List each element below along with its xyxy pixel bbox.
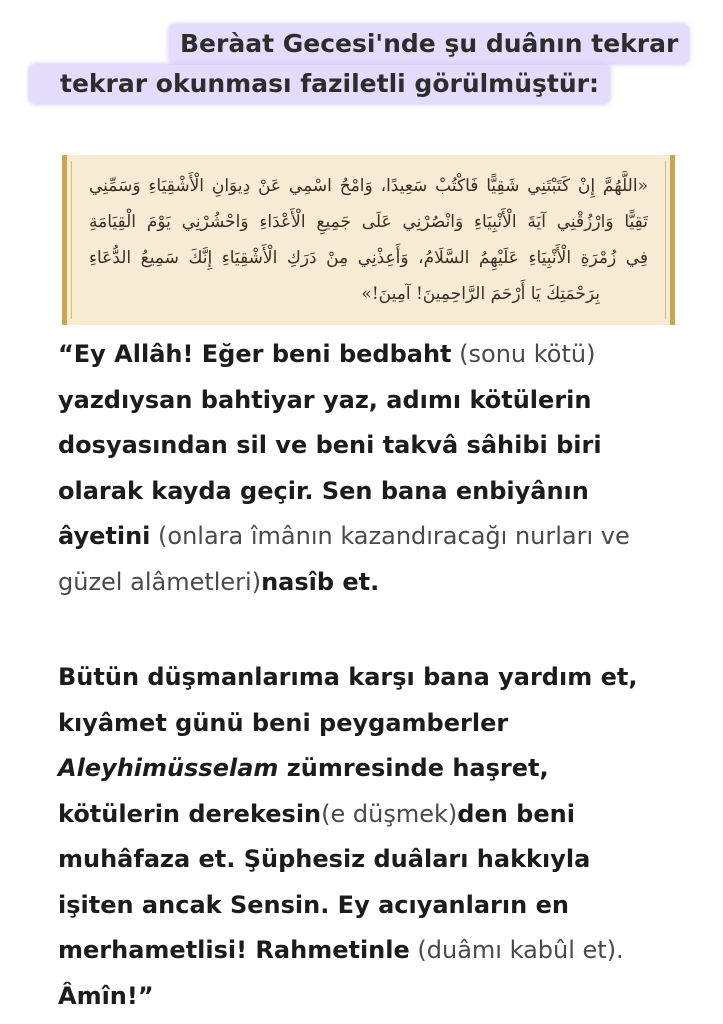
arabic-line-3: فِي زُمْرَةِ الْأَنْبِيَاءِ عَلَيْهِمُ السَّلَامُ، وَأَعِذْنِي مِنْ دَرَكِ الْأَشْقِيَاءِ إِنَّكَ سَمِيعُ الدُّعَاءِ	[89, 248, 648, 268]
para1-line-4: olarak kayda geçir. Sen bana enbiyânın	[58, 476, 589, 505]
para2-line-7-note: (duâmı kabûl et).	[409, 936, 624, 964]
para2-line-4-bold-b: den beni	[457, 799, 575, 828]
para1-line-2: yazdıysan bahtiyar yaz, adımı kötülerin	[58, 385, 592, 414]
para1-line-6-bold: nasîb et.	[261, 567, 380, 596]
para1-line-6-note: güzel alâmetleri)	[58, 567, 262, 596]
heading-line-2: tekrar okunması faziletli görülmüştür:	[30, 65, 609, 103]
para2-line-6: işiten ancak Sensin. Ey acıyanların en	[58, 890, 569, 919]
para2-line-3	[58, 746, 698, 792]
para2-line-5: muhâfaza et. Şüphesiz duâları hakkıyla	[58, 845, 591, 873]
para1-line-1-bold: “Ey Allâh! Eğer beni bedbaht	[58, 340, 452, 368]
para2-line-7	[58, 928, 698, 974]
para1-line-5-bold: âyetini	[58, 522, 151, 550]
para2-line-8: Âmîn!”	[58, 981, 154, 1010]
para1-line-6	[58, 560, 698, 606]
para1-line-1-note: (sonu kötü)	[451, 340, 596, 368]
para2-line-4-note: (e düşmek)	[321, 799, 458, 828]
para1-line-5	[58, 514, 698, 560]
para1-line-3: dosyasından sil ve beni takvâ sâhibi biri	[58, 431, 602, 459]
arabic-line-4: بِرَحْمَتِكَ يَا أَرْحَمَ الرَّاحِمِينَ! آمِينَ!»	[361, 284, 600, 304]
arabic-line-2: تَقِيًّا وَارْزُقْنِي آيَةَ الْأَنْبِيَاءِ وَانْصُرْنِي عَلَى جَمِيعِ الْأَعْدَاءِ وَاحْشُرْنِي يَوْمَ الْقِيَامَةِ	[89, 212, 648, 232]
para1-line-5-note: (onlara îmânın kazandıracağı nurları ve	[150, 522, 630, 550]
heading-line-1: Beràat Gecesi'nde şu duânın tekrar	[170, 25, 688, 63]
para2-line-1: Bütün düşmanlarıma karşı bana yardım et,	[58, 663, 638, 691]
translation-paragraph-1	[58, 332, 698, 605]
para2-line-7-bold: merhametlisi! Rahmetinle	[58, 936, 410, 964]
para1-line-1	[58, 332, 698, 378]
para2-line-3-italic: Aleyhimüsselam	[58, 754, 279, 782]
para2-line-4	[58, 792, 698, 838]
para2-line-3-bold: zümresinde haşret,	[278, 754, 549, 782]
arabic-line-1: «اللَّهُمَّ إِنْ كَتَبْتَنِي شَقِيًّا فَاكْتُبْ سَعِيدًا، وَامْحُ اسْمِي عَنْ دِيوَانِ الْأَشْقِيَاءِ وَسَمِّنِي	[89, 176, 648, 196]
para2-line-2: kıyâmet günü beni peygamberler	[58, 708, 509, 737]
arabic-prayer-box	[62, 155, 675, 325]
para2-line-4-bold-a: kötülerin derekesin	[58, 799, 322, 828]
translation-paragraph-2	[58, 655, 698, 1019]
